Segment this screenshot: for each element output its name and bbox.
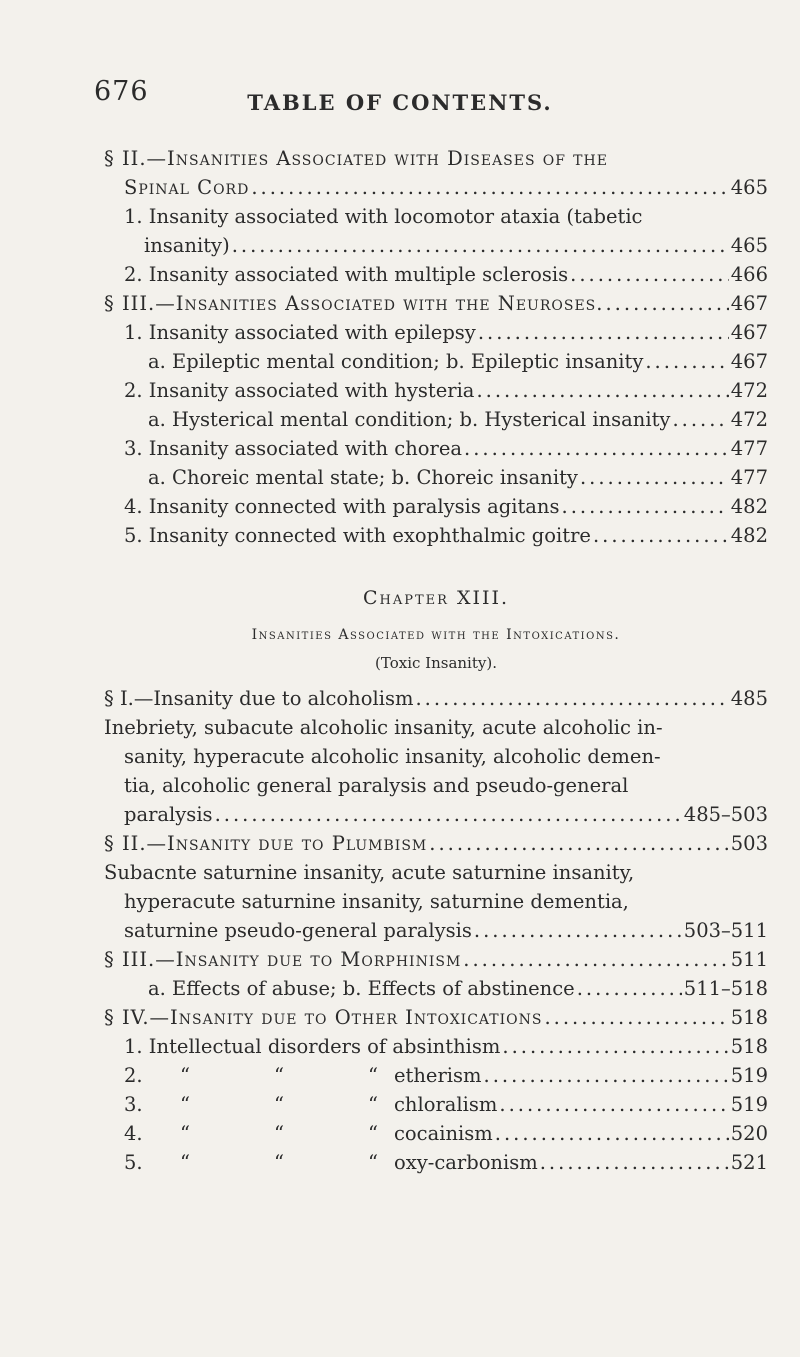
- leader-dots: [464, 434, 729, 463]
- entry-text: [124, 1061, 482, 1090]
- leader-dots: [232, 231, 729, 260]
- section-heading: § I.—Insanity due to alcoholism: [104, 687, 414, 710]
- entry-text: a. Effects of abuse; b. Effects of abstinence: [148, 977, 575, 1000]
- toc-entry: [104, 318, 768, 347]
- ditto-mark: “: [180, 1064, 190, 1087]
- ditto-mark: “: [368, 1151, 378, 1174]
- page-ref: 485: [730, 687, 768, 710]
- ditto-mark: “: [180, 1151, 190, 1174]
- toc-entry: [104, 231, 768, 260]
- description-line: paralysis: [124, 803, 213, 826]
- page-ref: 467: [730, 350, 768, 373]
- toc-entry: [104, 1061, 768, 1090]
- page-ref: 482: [730, 495, 768, 518]
- leader-dots: [577, 974, 682, 1003]
- entry-word: cocainism: [394, 1122, 493, 1145]
- toc-entry: [104, 974, 768, 1003]
- toc-entry: [104, 434, 768, 463]
- leader-dots: [672, 405, 728, 434]
- leader-dots: [502, 1032, 728, 1061]
- entry-number: 3.: [124, 1093, 143, 1116]
- description-line: Subacnte saturnine insanity, acute saturnine insanity,: [104, 861, 635, 884]
- toc-entry: [104, 347, 768, 376]
- entry-text: [124, 1148, 538, 1177]
- leader-dots: [215, 800, 682, 829]
- toc-entry: [104, 800, 768, 829]
- ditto-mark: “: [274, 1122, 284, 1145]
- leader-dots: [645, 347, 728, 376]
- entry-word: etherism: [394, 1064, 482, 1087]
- page-ref: 472: [730, 379, 768, 402]
- entry-text: 1. Intellectual disorders of absinthism: [124, 1035, 501, 1058]
- page-ref: 467: [730, 292, 768, 315]
- ditto-mark: “: [368, 1093, 378, 1116]
- leader-dots: [580, 463, 729, 492]
- entry-number: 5.: [124, 1151, 143, 1174]
- page-ref: 511–518: [683, 977, 768, 1000]
- entry-word: chloralism: [394, 1093, 498, 1116]
- ditto-mark: “: [180, 1093, 190, 1116]
- toc-entry: [104, 684, 768, 713]
- entry-text: 3. Insanity associated with chorea: [124, 437, 462, 460]
- entry-number: 2.: [124, 1064, 143, 1087]
- leader-dots: [593, 521, 729, 550]
- page-ref: 472: [730, 408, 768, 431]
- toc-entry: [104, 1148, 768, 1177]
- section-heading: § III.—Insanity due to Morphinism: [104, 948, 462, 971]
- page-ref: 520: [730, 1122, 768, 1145]
- entry-text: [124, 1090, 497, 1119]
- ditto-mark: “: [368, 1064, 378, 1087]
- entry-text: 5. Insanity connected with exophthalmic goitre: [124, 524, 591, 547]
- page-ref: 465: [730, 234, 768, 257]
- leader-dots: [570, 260, 729, 289]
- entry-text: 2. Insanity associated with multiple sclerosis: [124, 263, 569, 286]
- leader-dots: [495, 1119, 729, 1148]
- chapter-subtitle: Insanities Associated with the Intoxications.: [251, 627, 621, 643]
- page-ref: 482: [730, 524, 768, 547]
- page-ref: 465: [730, 176, 768, 199]
- entry-text: a. Epileptic mental condition; b. Epileptic insanity: [148, 350, 644, 373]
- chapter-subtitle-parenthetical: (Toxic Insanity).: [375, 654, 497, 672]
- page-ref: 503–511: [683, 919, 768, 942]
- leader-dots: [429, 829, 729, 858]
- leader-dots: [499, 1090, 728, 1119]
- page-ref: 511: [730, 948, 768, 971]
- page-ref: 519: [730, 1064, 768, 1087]
- section-heading: § IV.—Insanity due to Other Intoxications: [104, 1006, 543, 1029]
- section-heading: § III.—Insanities Associated with the Neuroses.: [104, 292, 604, 315]
- toc-entry: [104, 492, 768, 521]
- toc-entry: [104, 289, 768, 318]
- section-heading-cont: Spinal Cord: [124, 176, 250, 199]
- toc-entry: [104, 260, 768, 289]
- page-ref: 485–503: [683, 803, 768, 826]
- leader-dots: [562, 492, 729, 521]
- ditto-mark: “: [274, 1064, 284, 1087]
- toc-entry: [104, 829, 768, 858]
- leader-dots: [478, 318, 729, 347]
- page-number: 676: [94, 76, 149, 107]
- leader-dots: [251, 173, 728, 202]
- toc-entry: [104, 463, 768, 492]
- page-ref: 466: [730, 263, 768, 286]
- toc-entry: [104, 1032, 768, 1061]
- entry-text: a. Choreic mental state; b. Choreic insanity: [148, 466, 578, 489]
- entry-number: 4.: [124, 1122, 143, 1145]
- leader-dots: [463, 945, 728, 974]
- ditto-mark: “: [274, 1093, 284, 1116]
- leader-dots: [474, 916, 682, 945]
- entry-text: [124, 1119, 493, 1148]
- leader-dots: [540, 1148, 729, 1177]
- page-ref: 518: [730, 1035, 768, 1058]
- description-line: hyperacute saturnine insanity, saturnine dementia,: [124, 890, 629, 913]
- page-ref: 518: [730, 1006, 768, 1029]
- toc-entry: [104, 1119, 768, 1148]
- section-heading: § II.—Insanities Associated with Diseases of the: [104, 147, 608, 170]
- leader-dots: [415, 684, 728, 713]
- entry-text: insanity): [144, 234, 230, 257]
- description-line: saturnine pseudo-general paralysis: [124, 919, 472, 942]
- leader-dots: [544, 1003, 728, 1032]
- ditto-mark: “: [274, 1151, 284, 1174]
- section-heading: § II.—Insanity due to Plumbism: [104, 832, 428, 855]
- page-ref: 477: [730, 466, 768, 489]
- description-line: sanity, hyperacute alcoholic insanity, alcoholic demen-: [124, 745, 661, 768]
- chapter-title: Chapter XIII.: [362, 587, 510, 609]
- toc-entry: [104, 173, 768, 202]
- toc-entry-line: 1. Insanity associated with locomotor ataxia (tabetic: [124, 205, 643, 228]
- page-ref: 467: [730, 321, 768, 344]
- toc-entry: [104, 1003, 768, 1032]
- entry-word: oxy-carbonism: [394, 1151, 538, 1174]
- leader-dots: [484, 1061, 729, 1090]
- leader-dots: [605, 289, 728, 318]
- entry-text: 1. Insanity associated with epilepsy: [124, 321, 476, 344]
- entry-text: 4. Insanity connected with paralysis agitans: [124, 495, 560, 518]
- ditto-mark: “: [368, 1122, 378, 1145]
- toc-entry: [104, 1090, 768, 1119]
- toc-entry: [104, 521, 768, 550]
- toc-entry: [104, 376, 768, 405]
- toc-entry: [104, 916, 768, 945]
- toc-entry: [104, 945, 768, 974]
- entry-text: a. Hysterical mental condition; b. Hysterical insanity: [148, 408, 671, 431]
- ditto-mark: “: [180, 1122, 190, 1145]
- description-line: Inebriety, subacute alcoholic insanity, acute alcoholic in-: [104, 716, 663, 739]
- leader-dots: [476, 376, 728, 405]
- page-ref: 521: [730, 1151, 768, 1174]
- page-ref: 477: [730, 437, 768, 460]
- description-line: tia, alcoholic general paralysis and pseudo-general: [124, 774, 629, 797]
- page-ref: 503: [730, 832, 768, 855]
- table-of-contents: [104, 144, 768, 1177]
- entry-text: 2. Insanity associated with hysteria: [124, 379, 475, 402]
- running-head: TABLE OF CONTENTS.: [247, 90, 553, 115]
- page-ref: 519: [730, 1093, 768, 1116]
- toc-entry: [104, 405, 768, 434]
